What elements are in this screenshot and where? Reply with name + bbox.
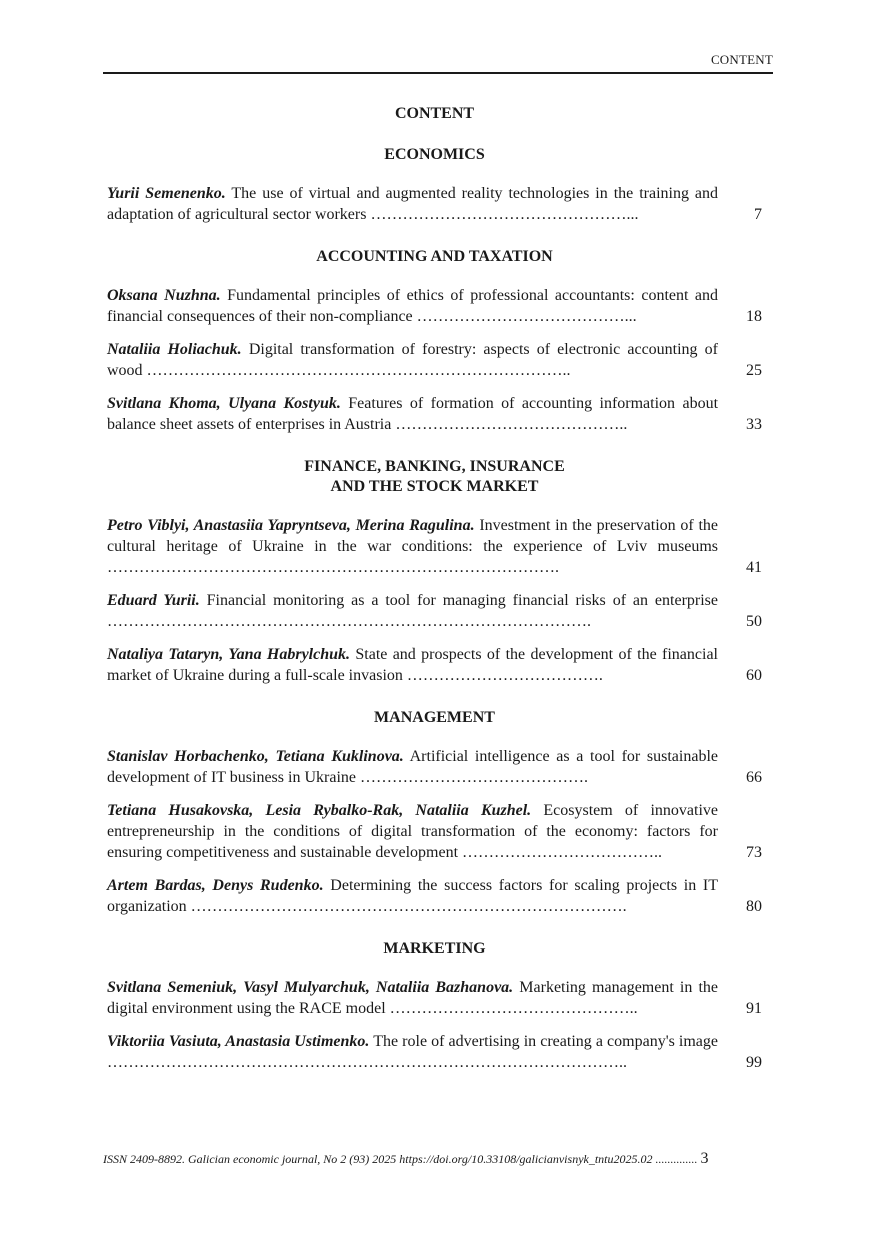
contents-body (107, 104, 762, 1095)
toc-entry-title: Features of formation of accounting information about balance sheet assets of enterprises in Austria …………………………………….. (107, 395, 719, 433)
section-title (107, 247, 762, 267)
toc-entry-page-number: 33 (746, 416, 762, 433)
page-title: CONTENT (394, 105, 475, 122)
toc-entry-authors: Oksana Nuzhna. (107, 287, 221, 304)
toc-entry-title: The role of advertising in creating a company's image …………………………………………………………………………………….. (107, 1033, 718, 1071)
toc-entry-authors: Stanislav Horbachenko, Tetiana Kuklinova. (107, 748, 404, 765)
toc-entry-authors: Svitlana Semeniuk, Vasyl Mulyarchuk, Nataliia Bazhanova. (107, 979, 514, 996)
toc-entry[interactable] (107, 183, 762, 225)
toc-entry-text (107, 977, 718, 1019)
toc-entry-page-number: 41 (746, 559, 762, 576)
section-title-line: FINANCE, BANKING, INSURANCE (304, 458, 565, 475)
toc-entry[interactable] (107, 644, 762, 686)
toc-entry[interactable] (107, 515, 762, 578)
toc-entry-title: Investment in the preservation of the cultural heritage of Ukraine in the war conditions: the experience of Lviv museums …………………………………………………………………………. (107, 517, 719, 576)
toc-entry-page-number: 66 (746, 769, 762, 786)
toc-section (107, 708, 762, 917)
toc-entry-title: Ecosystem of innovative entrepreneurship in the conditions of digital transformation of the economy: factors for ensuring competitiveness and sustainable development ……………………………….. (107, 802, 719, 861)
toc-entry-page-number: 60 (746, 667, 762, 684)
section-title-line: ACCOUNTING AND TAXATION (316, 248, 553, 265)
toc-entry[interactable] (107, 590, 762, 632)
toc-entry[interactable] (107, 339, 762, 381)
toc-entry-authors: Nataliya Tataryn, Yana Habrylchuk. (107, 646, 351, 663)
toc-section (107, 457, 762, 686)
toc-entry-text (107, 800, 718, 863)
toc-entry-title: Financial monitoring as a tool for managing financial risks of an enterprise ………………………………………………………………………………. (107, 592, 719, 630)
toc-entry[interactable] (107, 746, 762, 788)
toc-section (107, 939, 762, 1073)
toc-entry-authors: Eduard Yurii. (107, 592, 200, 609)
toc-entry-page-number: 50 (746, 613, 762, 630)
toc-entry-page-number: 18 (746, 308, 762, 325)
toc-entry-text (107, 285, 718, 327)
toc-entry-authors: Artem Bardas, Denys Rudenko. (107, 877, 324, 894)
toc-entry-text (107, 1031, 718, 1073)
section-title-line: AND THE STOCK MARKET (330, 478, 539, 495)
toc-entry-page-number: 25 (746, 362, 762, 379)
toc-entry[interactable] (107, 977, 762, 1019)
toc-entry-text (107, 515, 718, 578)
toc-entry-title: Determining the success factors for scaling projects in IT organization ………………………………………………………………………. (107, 877, 718, 915)
toc-entry-authors: Tetiana Husakovska, Lesia Rybalko-Rak, Nataliia Kuzhel. (107, 802, 532, 819)
toc-entry-text (107, 393, 718, 435)
toc-entry-page-number: 7 (754, 206, 762, 223)
toc-section (107, 145, 762, 225)
toc-entry-authors: Viktoriia Vasiuta, Anastasia Ustimenko. (107, 1033, 370, 1050)
toc-entry-text (107, 644, 718, 686)
page-footer (103, 1150, 773, 1168)
toc-entry-authors: Yurii Semenenko. (107, 185, 226, 202)
toc-entry[interactable] (107, 1031, 762, 1073)
toc-entry[interactable] (107, 285, 762, 327)
toc-entry-text (107, 183, 718, 225)
footer-citation: ISSN 2409-8892. Galician economic journal, No 2 (93) 2025 https://doi.org/10.33108/galicianvisnyk_tntu2025.02 .............. (103, 1152, 698, 1166)
toc-entry-page-number: 99 (746, 1054, 762, 1071)
section-title (107, 708, 762, 728)
toc-entry-title: The use of virtual and augmented reality technologies in the training and adaptation of agricultural sector workers …………………………………………... (107, 185, 719, 223)
toc-section (107, 247, 762, 435)
section-title (107, 457, 762, 497)
toc-entry[interactable] (107, 393, 762, 435)
footer-page-number: 3 (700, 1150, 709, 1167)
toc-entry-page-number: 80 (746, 898, 762, 915)
toc-entry-page-number: 91 (746, 1000, 762, 1017)
running-header: CONTENT (710, 52, 773, 67)
toc-entry[interactable] (107, 800, 762, 863)
toc-entry-title: Marketing management in the digital environment using the RACE model ……………………………………….. (107, 979, 718, 1017)
header-rule (103, 72, 773, 74)
section-title (107, 145, 762, 165)
toc-entry-text (107, 590, 718, 632)
toc-entry-authors: Svitlana Khoma, Ulyana Kostyuk. (107, 395, 341, 412)
toc-entry-page-number: 73 (746, 844, 762, 861)
toc-entry-authors: Petro Viblyi, Anastasiia Yapryntseva, Merina Ragulina. (107, 517, 475, 534)
toc-entry-text (107, 746, 718, 788)
toc-entry-title: Fundamental principles of ethics of professional accountants: content and financial consequences of their non-compliance …………………………………... (107, 287, 719, 325)
toc-entry[interactable] (107, 875, 762, 917)
section-title-line: MARKETING (383, 940, 486, 957)
toc-entry-text (107, 339, 718, 381)
section-title-line: MANAGEMENT (374, 709, 495, 726)
toc-entry-title: Artificial intelligence as a tool for sustainable development of IT business in Ukraine ……………………………………. (107, 748, 718, 786)
section-title-line: ECONOMICS (384, 146, 485, 163)
toc-entry-title: State and prospects of the development of the financial market of Ukraine during a full-scale invasion ………………………………. (107, 646, 718, 684)
toc-entry-text (107, 875, 718, 917)
section-title (107, 939, 762, 959)
sections-container (107, 145, 762, 1073)
toc-entry-authors: Nataliia Holiachuk. (107, 341, 242, 358)
toc-entry-title: Digital transformation of forestry: aspects of electronic accounting of wood …………………………………………………………………….. (107, 341, 719, 379)
